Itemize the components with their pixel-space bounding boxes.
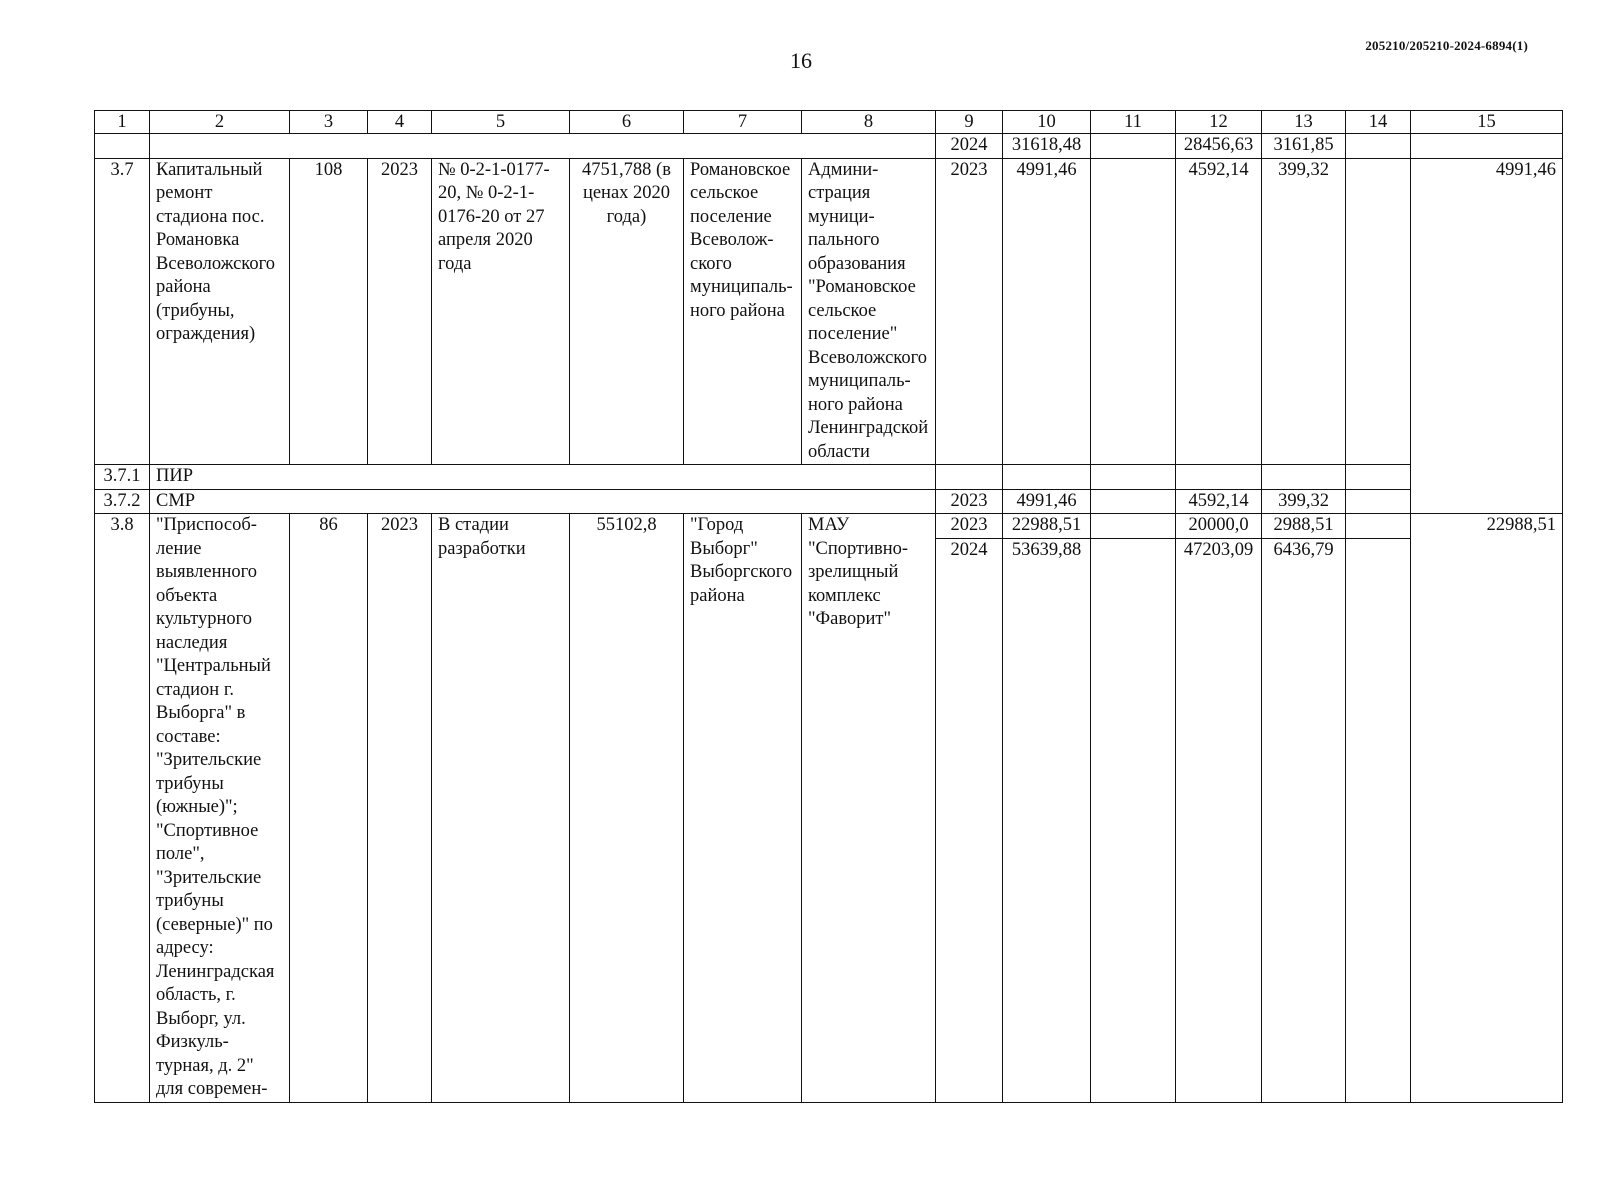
continuation-row bbox=[95, 134, 1563, 159]
col-header: 12 bbox=[1176, 111, 1262, 134]
table-row-3-7-2 bbox=[95, 489, 1563, 514]
col-header: 8 bbox=[802, 111, 936, 134]
col-header: 6 bbox=[570, 111, 684, 134]
col-header: 7 bbox=[684, 111, 802, 134]
amount-cell: 4991,46 bbox=[1003, 158, 1091, 465]
amount-cell bbox=[1346, 158, 1411, 465]
col-header: 14 bbox=[1346, 111, 1411, 134]
start-year-cell: 2023 bbox=[368, 158, 432, 465]
amount-cell bbox=[1091, 158, 1176, 465]
total-cell: 4991,46 bbox=[1411, 158, 1563, 514]
table-row-3-8 bbox=[95, 514, 1563, 539]
amount-cell: 22988,51 bbox=[1003, 514, 1091, 539]
table-row-3-7 bbox=[95, 158, 1563, 465]
document-cell: № 0-2-1-0177-20, № 0-2-1-0176-20 от 27 апреля 2020 года bbox=[432, 158, 570, 465]
col-header: 15 bbox=[1411, 111, 1563, 134]
document-id: 205210/205210-2024-6894(1) bbox=[1365, 38, 1528, 53]
amount-cell bbox=[1091, 134, 1176, 159]
row-number: 3.7 bbox=[95, 158, 150, 465]
object-name: "Приспособ-ление выявленного объекта культурного наследия "Центральный стадион г. Выборга" в составе: "Зрительские трибуны (южные)"; "Спортивное поле", "Зрительские трибуны (северные)" по адресу: Ленинградская область, г. Выборг, ул. Физкуль-турная, д. 2" для современ- bbox=[150, 514, 290, 1103]
col-header: 4 bbox=[368, 111, 432, 134]
year-cell: 2024 bbox=[936, 134, 1003, 159]
column-number-row bbox=[95, 111, 1563, 134]
year-cell: 2024 bbox=[936, 539, 1003, 1102]
col-header: 2 bbox=[150, 111, 290, 134]
col-header: 9 bbox=[936, 111, 1003, 134]
amount-cell bbox=[1346, 134, 1411, 159]
row-number: 3.8 bbox=[95, 514, 150, 1103]
row-number: 3.7.1 bbox=[95, 465, 150, 490]
page-number: 16 bbox=[790, 48, 812, 73]
amount-cell: 20000,0 bbox=[1176, 514, 1262, 539]
start-year-cell: 2023 bbox=[368, 514, 432, 1103]
amount-cell: 4592,14 bbox=[1176, 489, 1262, 514]
amount-cell: 28456,63 bbox=[1176, 134, 1262, 159]
amount-cell: 53639,88 bbox=[1003, 539, 1091, 1102]
col-header: 1 bbox=[95, 111, 150, 134]
capacity-cell: 86 bbox=[290, 514, 368, 1103]
cost-cell: 4751,788 (в ценах 2020 года) bbox=[570, 158, 684, 465]
col-header: 11 bbox=[1091, 111, 1176, 134]
customer-cell: МАУ "Спортивно-зрелищный комплекс "Фаворит" bbox=[802, 514, 936, 1103]
year-cell: 2023 bbox=[936, 514, 1003, 539]
total-cell: 22988,51 bbox=[1411, 514, 1563, 1103]
amount-cell: 2988,51 bbox=[1262, 514, 1346, 539]
col-header: 13 bbox=[1262, 111, 1346, 134]
amount-cell: 399,32 bbox=[1262, 489, 1346, 514]
cost-cell: 55102,8 bbox=[570, 514, 684, 1103]
year-cell: 2023 bbox=[936, 158, 1003, 465]
municipality-cell: "Город Выборг" Выборгского района bbox=[684, 514, 802, 1103]
amount-cell: 31618,48 bbox=[1003, 134, 1091, 159]
year-cell: 2023 bbox=[936, 489, 1003, 514]
amount-cell: 4592,14 bbox=[1176, 158, 1262, 465]
amount-cell: 4991,46 bbox=[1003, 489, 1091, 514]
row-number: 3.7.2 bbox=[95, 489, 150, 514]
capacity-cell: 108 bbox=[290, 158, 368, 465]
table-row-3-7-1 bbox=[95, 465, 1563, 490]
amount-cell: 399,32 bbox=[1262, 158, 1346, 465]
col-header: 10 bbox=[1003, 111, 1091, 134]
amount-cell: 6436,79 bbox=[1262, 539, 1346, 1102]
object-name: Капитальный ремонт стадиона пос. Романовка Всеволожского района (трибуны, ограждения) bbox=[150, 158, 290, 465]
stage-label: ПИР bbox=[150, 465, 936, 490]
amount-cell: 3161,85 bbox=[1262, 134, 1346, 159]
municipality-cell: Романовское сельское поселение Всеволож-ского муниципаль-ного района bbox=[684, 158, 802, 465]
amount-cell: 47203,09 bbox=[1176, 539, 1262, 1102]
stage-label: СМР bbox=[150, 489, 936, 514]
col-header: 5 bbox=[432, 111, 570, 134]
col-header: 3 bbox=[290, 111, 368, 134]
document-cell: В стадии разработки bbox=[432, 514, 570, 1103]
customer-cell: Админи-страция муници-пального образования "Романовское сельское поселение" Всеволожского муниципаль-ного района Ленинградской области bbox=[802, 158, 936, 465]
registry-table bbox=[94, 110, 1563, 1103]
